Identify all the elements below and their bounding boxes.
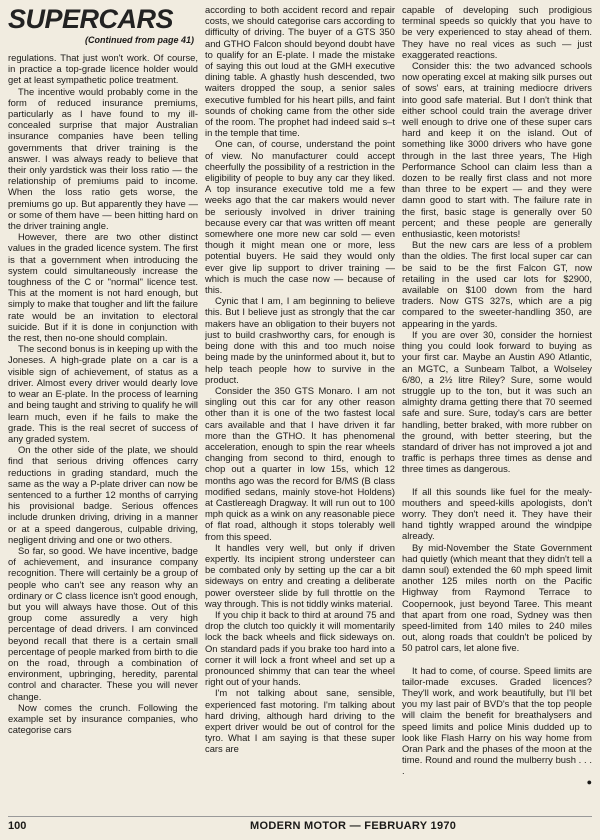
- paragraph: If all this sounds like fuel for the mealy-mouthers and speed-kills apologists, don't worry. They don't need it. They have their hand tightly wrapped around the windpipe already.: [402, 485, 592, 542]
- text-column-3: [402, 4, 592, 814]
- paragraph: On the other side of the plate, we should find that serious driving offences carry reductions in grading standard, much the same as the way a P-plate driver can now be sentenced to a further 12 months of carrying his provisional badge. Serious offences include drunken driving, driving in a manner or at a speed dangerous, culpable driving, negligent driving and one or two others.: [8, 444, 198, 545]
- paragraph: I'm not talking about sane, sensible, experienced fast motoring. I'm talking about hard driving, although hard driving to the expert driver would be out of control for the tyro. What I am saying is that these super cars are: [205, 687, 395, 755]
- paragraph: Consider the 350 GTS Monaro. I am not singling out this car for any other reason other than it is one of the two fastest local cars available and that I have driven it far more than the GTHO. It has phenomenal acceleration, enough to spin the rear wheels changing from second to third, enough to chop out a quarter in low 15s, which 12 months ago was the record for B/MS (B class modified sedans, mainly stove-hot Holdens) at Castlereagh Dragway. It will run out to 100 mph quick as a wink on any reasonable piece of flat road, although it stops tolerably well from this speed.: [205, 384, 395, 542]
- paragraph: If you are over 30, consider the horniest thing you could look forward to buying as your first car. Maybe an Austin A90 Atlantic, an MGTC, a Sunbeam Talbot, a Wolseley 6/80, a 2½ litre Riley? Sure, some would struggle up to the ton, but it was such an almighty drama getting there that 70 seemed safe and sure. Sure, today's cars are better handling, better braked, with more rubber on the ground, with better steering, but the standard of driver has not improved a jot and traffic is perhaps three times as dense and three times as dangerous.: [402, 328, 592, 475]
- magazine-footer: MODERN MOTOR — FEBRUARY 1970: [250, 820, 457, 832]
- page-number: 100: [8, 820, 27, 832]
- paragraph: It had to come, of course. Speed limits are tailor-made excuses. Graded licences? They'll work, and work beautifully, but I'll bet you my last pair of BVD's that the top people will claim the benefit for breathalysers and speed limits and police Minis dudded up to look like Flash Harry on his way home from Oran Park and the phases of the moon at the time. Round and round the mulberry bush . . . .: [402, 664, 592, 777]
- text-column-1: [8, 52, 198, 814]
- paragraph: The second bonus is in keeping up with the Joneses. A high-grade plate on a car is a visible sign of achievement, of status as a driver. Almost every driver would dearly love to wear an E-plate. In the process of learning and being taught and striving to qualify he will learn much, even if he fails to make the grade. This is the real secret of success of any graded system.: [8, 343, 198, 444]
- paragraph: It handles very well, but only if driven expertly. Its incipient strong understeer can be combated only by setting up the car a bit sideways on entry and creating a deliberate power oversteer slide by full throttle on the way through. This is not tiddly winks material.: [205, 541, 395, 609]
- paragraph: Cynic that I am, I am beginning to believe this. But I believe just as strongly that the car makers have an obligation to their buyers not just to build crashworthy cars, for enough is being done with this and too much noise being made by the uninformed about it, but to help teach people how to survive in the product.: [205, 295, 395, 385]
- paragraph: The incentive would probably come in the form of reduced insurance premiums, particularly as I have found to my ill-concealed surprise that major Australian insurance companies have been telling governments that driver training is the answer. I was always ready to believe that their only yardstick was their loss ratio — the relationship of premiums paid to income. When the loss ratio gets worse, the premiums go up. But apparently they have — or some of them have — been hitting hard on the driver training angle.: [8, 85, 198, 232]
- paragraph: Consider this: the two advanced schools now operating excel at making silk purses out of sows' ears, at training mediocre drivers into good safe material. But I don't think that either school could train the average driver well enough to drive one of these super cars hard and keep it on the island. Out of something like 3000 drivers who have gone through in the last three years, The High Performance School can claim less than a dozen to be really first class and not more than three to be expert — and they were damn good to start with. The failure rate in the first, basic stage is generally over 50 percent; and these people are generally enthusiastic, keen motorists!: [402, 60, 592, 240]
- paragraph: regulations. That just won't work. Of course, in practice a top-grade licence holder would get at least sympathetic police treatment.: [8, 52, 198, 86]
- paragraph: If you chip it back to third at around 75 and drop the clutch too quickly it will momentarily lock the back wheels and flick sideways on. On standard pads if you brake too hard into a corner it will lock a front wheel and set up a pronounced shimmy that can tear the wheel right out of your hands.: [205, 608, 395, 688]
- paragraph: according to both accident record and repair costs, we should categorise cars according to difficulty of driving. The buyer of a GTS 350 and GTHO Falcon should beyond doubt have to qualify for an E-plate. I made the mistake of saying this out loud at the GMH executive dining table. A ghastly hush descended, two waiters dropped the soup, a senior sales executive fumbled for his heart pills, and faint sounds of choking came from the other side of the room. The prophet had indeed said s–t in the temple that time.: [205, 4, 395, 139]
- paragraph: But the new cars are less of a problem than the oldies. The first local super car can be said to be the first Falcon GT, now retailing in the used car lots for $2900, available on $100 down from the hard traders. Now GTS 327s, which are a pig compared to the sweeter-handling 350, are appearing in the yards.: [402, 239, 592, 329]
- footer-rule: [8, 816, 592, 817]
- paragraph: By mid-November the State Government had quietly (which meant that they didn't tell a damn soul) extended the 60 mph speed limit another 125 miles north on the Pacific Highway from Raymond Terrace to Coopernook, just beyond Taree. This meant that apart from one road, Sydney was then speed-limited from 140 miles to 240 miles out, along roads that couldn't be policed by 50 patrol cars, let alone five.: [402, 541, 592, 654]
- paragraph: Now comes the crunch. Following the example set by insurance companies, who categorise cars: [8, 701, 198, 736]
- paragraph: However, there are two other distinct values in the graded licence system. The first is that a government when introducing the system could simultaneously increase the toughness of the C or "normal" licence test. This at the moment is not hard enough, but simply to make that tougher and lift the failure rate would be an invitation to electoral suicide. But if it is done in conjunction with the rest, then no-one should complain.: [8, 231, 198, 344]
- paragraph: So far, so good. We have incentive, badge of achievement, and insurance company recognition. There will certainly be a group of people who can't see any reason why an ordinary or C class licence isn't good enough, but you will always have those. Out of this group come assuredly a very high percentage of dead drivers. I am convinced beyond recall that there is a certain small percentage of people marked from birth to die on the road, through a combination of environment, upbringing, heredity, parental control and character. These you will never change.: [8, 544, 198, 702]
- section-title: SUPERCARS: [8, 4, 174, 34]
- paragraph: One can, of course, understand the point of view. No manufacturer could accept cheerfully the possibility of a restriction in the eligibility of people to buy any car they liked. A top insurance executive told me a few weeks ago that the car makers would never be seriously involved in driver training because every car that was written off meant somewhere one more new car sold — even though it might mean one or more, less potential buyers. He said they would only ever give lip support to driver training — which is much the case now — because of this.: [205, 138, 395, 296]
- paragraph: capable of developing such prodigious terminal speeds so quickly that you have to be very experienced to stay ahead of them. They have no real vices as such — just exaggerated reactions.: [402, 4, 592, 60]
- article-header: [8, 4, 198, 45]
- continued-note: (Continued from page 41): [84, 35, 194, 45]
- text-column-2: [205, 4, 395, 814]
- end-mark-icon: ●: [586, 776, 592, 787]
